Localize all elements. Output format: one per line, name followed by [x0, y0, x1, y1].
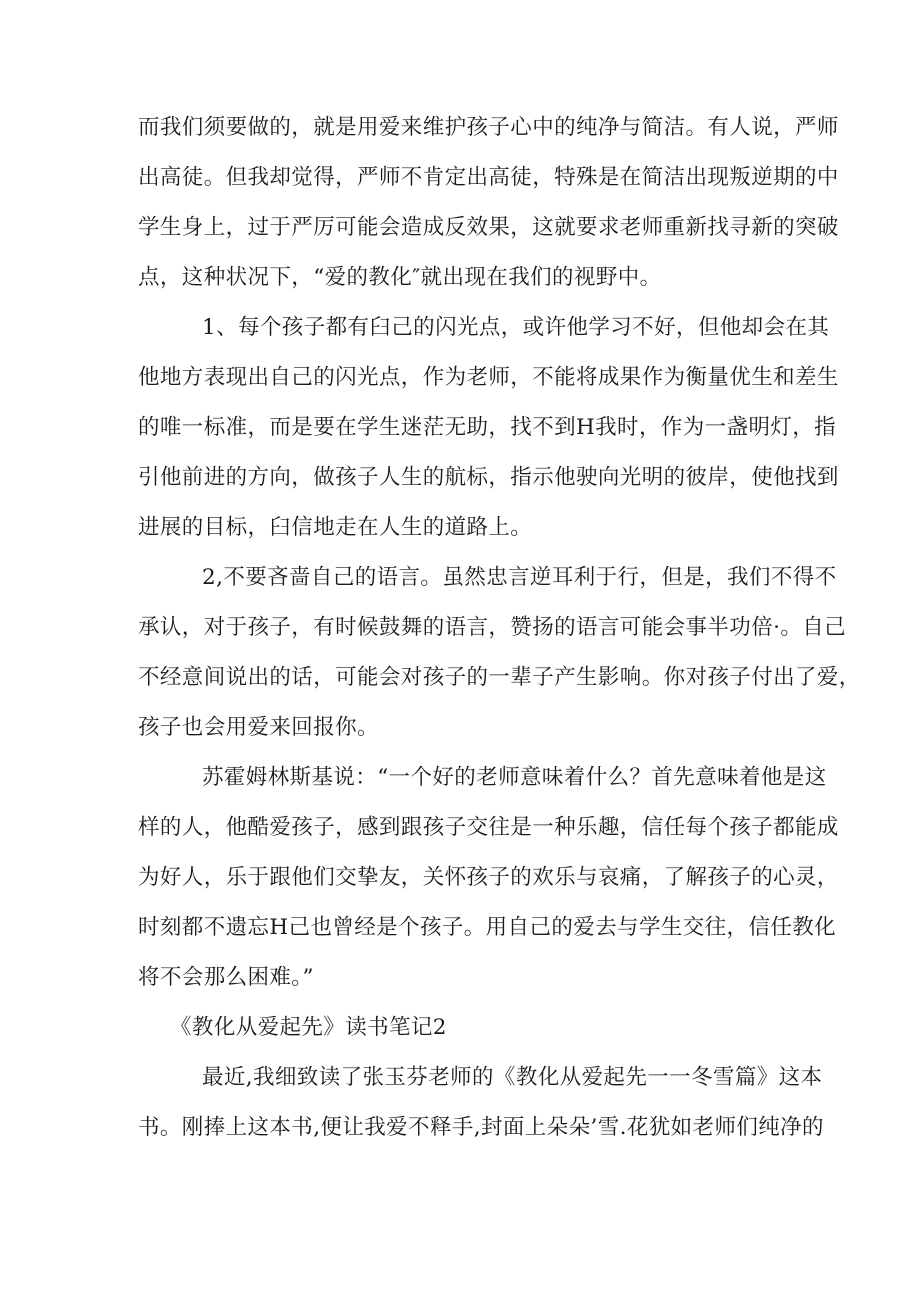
text-line: 孩子也会用爱来回报你。 — [138, 715, 379, 740]
text-line: 的唯一标准，而是要在学生迷茫无助，找不到H我时，作为一盏明灯，指 — [138, 415, 837, 440]
text-line: 为好人，乐于跟他们交挚友，关怀孩子的欢乐与哀痛，了解孩子的心灵， — [138, 865, 839, 890]
text-line: 进展的目标，臼信地走在人生的道路上。 — [138, 515, 533, 540]
text-line: 苏霍姆林斯基说：“一个好的老师意味着什么？首先意味着他是这 — [202, 765, 827, 790]
text-line: 将不会那么困难。” — [138, 965, 314, 990]
text-line: 引他前进的方向，做孩子人生的航标，指示他驶向光明的彼岸，使他找到 — [138, 465, 839, 490]
text-line: 学生身上，过于严厉可能会造成反效果，这就要求老师重新找寻新的突破 — [138, 215, 839, 240]
text-line: 不经意间说出的话，可能会对孩子的一辈子产生影响。你对孩子付出了爱， — [138, 665, 861, 690]
text-line: 书。刚捧上这本书,便让我爱不释手,封面上朵朵’雪.花犹如老师们纯净的 — [138, 1115, 824, 1140]
text-line: 出高徒。但我却觉得，严师不肯定出高徒，特殊是在简洁出现叛逆期的中 — [138, 165, 839, 190]
text-line: 承认，对于孩子，有时候鼓舞的语言，赞扬的语言可能会事半功倍·。自己 — [138, 615, 847, 640]
text-line: 最近,我细致读了张玉芬老师的《教化从爱起先一一冬雪篇》这本 — [202, 1065, 823, 1090]
text-line: 而我们须要做的，就是用爱来维护孩子心中的纯净与简洁。有人说，严师 — [138, 115, 839, 140]
text-line: 时刻都不遗忘H己也曾经是个孩子。用自己的爱去与学生交往，信任教化 — [138, 915, 837, 940]
section-heading: 《教化从爱起先》读书笔记2 — [170, 1015, 447, 1040]
text-line: 1、每个孩子都有臼己的闪光点，或许他学习不好，但他却会在其 — [202, 315, 830, 340]
text-line: 2,不要吝啬自己的语言。虽然忠言逆耳利于行，但是，我们不得不 — [202, 565, 837, 590]
text-line: 样的人，他酷爱孩子，感到跟孩子交往是一种乐趣，信任每个孩子都能成 — [138, 815, 839, 840]
text-line: 点，这种状况下，“爱的教化″就出现在我们的视野中。 — [138, 265, 662, 290]
text-line: 他地方表现出自己的闪光点，作为老师，不能将成果作为衡量优生和差生 — [138, 365, 839, 390]
